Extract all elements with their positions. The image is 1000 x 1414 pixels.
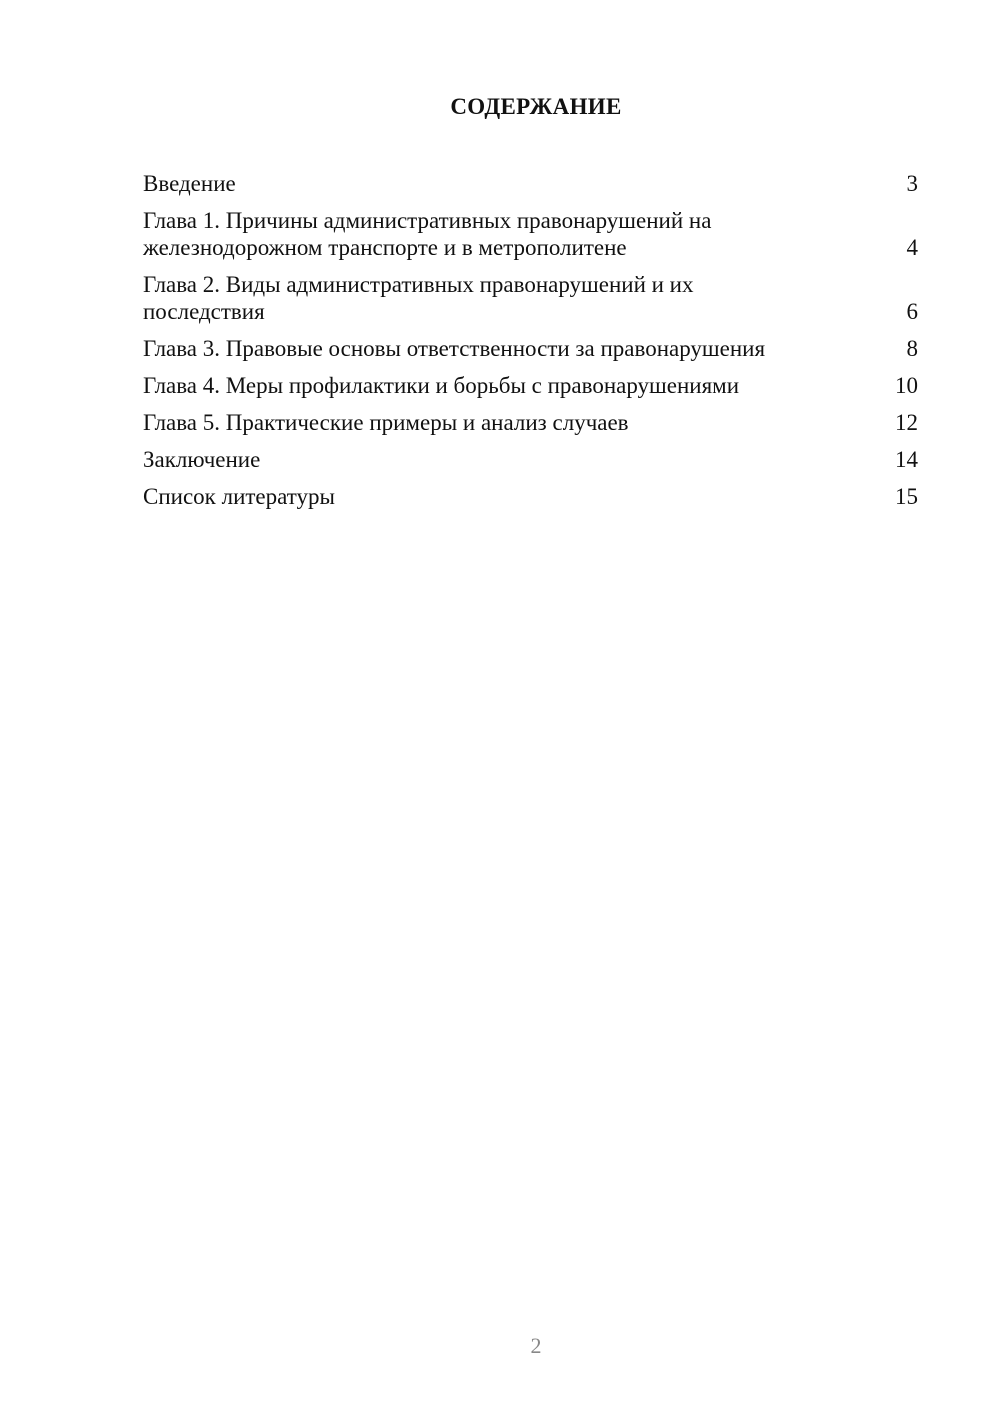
toc-entry-label: Введение (143, 171, 236, 196)
page-title: СОДЕРЖАНИЕ (450, 94, 622, 119)
toc-entry-chapter-4[interactable] (143, 372, 918, 399)
toc-entry-page: 8 (906, 336, 918, 361)
toc-entry-references[interactable] (143, 483, 918, 510)
toc-entry-page: 15 (895, 484, 918, 509)
toc-entry-label: Заключение (143, 447, 261, 472)
toc-entry-chapter-2[interactable] (143, 271, 918, 325)
table-of-contents (143, 170, 918, 520)
toc-entry-page: 3 (906, 171, 918, 196)
toc-entry-chapter-5[interactable] (143, 409, 918, 436)
toc-entry-introduction[interactable] (143, 170, 918, 197)
toc-entry-label: Глава 2. Виды административных правонарушений и их последствия (143, 272, 694, 324)
toc-entry-label: Глава 4. Меры профилактики и борьбы с правонарушениями (143, 373, 740, 398)
page-number: 2 (530, 1333, 542, 1358)
toc-entry-page: 4 (906, 235, 918, 260)
toc-entry-page: 10 (895, 373, 918, 398)
toc-entry-label: Глава 1. Причины административных правонарушений на железнодорожном транспорте и в метрополитене (143, 208, 712, 260)
toc-entry-label: Глава 5. Практические примеры и анализ случаев (143, 410, 629, 435)
toc-entry-conclusion[interactable] (143, 446, 918, 473)
toc-entry-label: Список литературы (143, 484, 335, 509)
toc-entry-label: Глава 3. Правовые основы ответственности за правонарушения (143, 336, 766, 361)
toc-entry-page: 6 (906, 299, 918, 324)
toc-entry-page: 14 (895, 447, 918, 472)
toc-entry-chapter-3[interactable] (143, 335, 918, 362)
toc-entry-chapter-1[interactable] (143, 207, 918, 261)
toc-entry-page: 12 (895, 410, 918, 435)
